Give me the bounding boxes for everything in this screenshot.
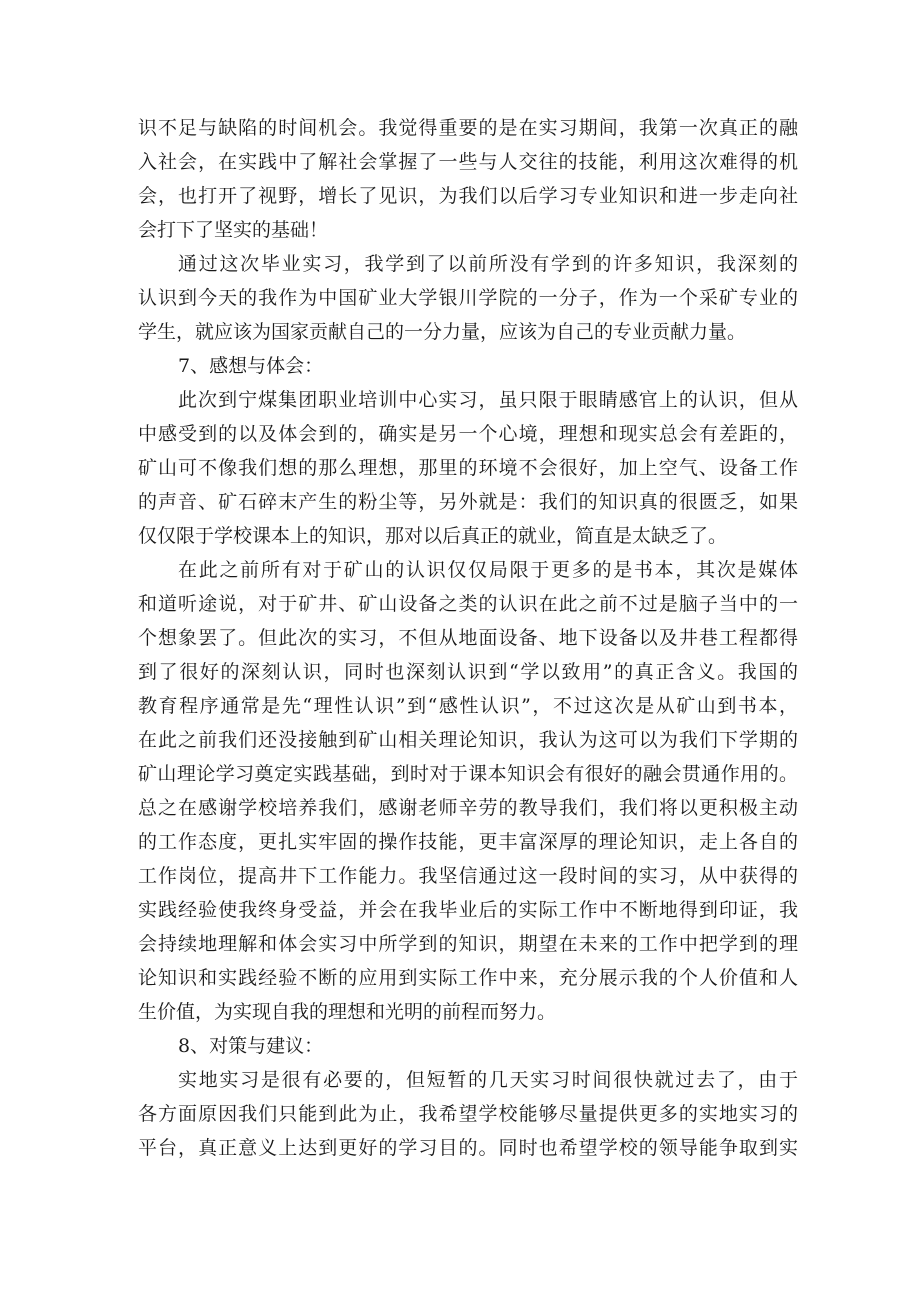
text-line: 认识到今天的我作为中国矿业大学银川学院的一分子，作为一个采矿专业的 xyxy=(138,287,798,309)
text-line: 总之在感谢学校培养我们，感谢老师辛劳的教导我们，我们将以更积极主动 xyxy=(138,797,798,819)
text-line: 矿山理论学习奠定实践基础，到时对于课本知识会有很好的融会贯通作用的。 xyxy=(138,763,798,785)
paragraph-first-line: 在此之前所有对于矿山的认识仅仅局限于更多的是书本，其次是媒体 xyxy=(178,559,798,581)
text-line: 的声音、矿石碎末产生的粉尘等，另外就是：我们的知识真的很匮乏，如果 xyxy=(138,491,798,513)
text-line: 学生，就应该为国家贡献自己的一分力量，应该为自己的专业贡献力量。 xyxy=(138,321,747,343)
text-line: 教育程序通常是先“理性认识”到“感性认识”，不过这次是从矿山到书本， xyxy=(138,695,798,717)
text-line: 会持续地理解和体会实习中所学到的知识，期望在未来的工作中把学到的理 xyxy=(138,933,798,955)
text-line: 仅仅限于学校课本上的知识，那对以后真正的就业，简直是太缺乏了。 xyxy=(138,525,728,547)
text-line: 在此之前我们还没接触到矿山相关理论知识，我认为这可以为我们下学期的 xyxy=(138,729,798,751)
text-line: 论知识和实践经验不断的应用到实际工作中来，充分展示我的个人价值和人 xyxy=(138,967,798,989)
text-line: 生价值，为实现自我的理想和光明的前程而努力。 xyxy=(138,1001,557,1023)
paragraph-first-line: 通过这次毕业实习，我学到了以前所没有学到的许多知识，我深刻的 xyxy=(178,253,798,275)
text-line: 识不足与缺陷的时间机会。我觉得重要的是在实习期间，我第一次真正的融 xyxy=(138,117,798,139)
text-line: 中感受到的以及体会到的，确实是另一个心境，理想和现实总会有差距的， xyxy=(138,423,798,445)
text-line: 会打下了坚实的基础！ xyxy=(138,219,329,241)
text-line: 矿山可不像我们想的那么理想，那里的环境不会很好，加上空气、设备工作 xyxy=(138,457,798,479)
section-heading-8: 8、对策与建议： xyxy=(178,1035,324,1057)
text-line: 工作岗位，提高井下工作能力。我坚信通过这一段时间的实习，从中获得的 xyxy=(138,865,798,887)
text-line: 的工作态度，更扎实牢固的操作技能，更丰富深厚的理论知识，走上各自的 xyxy=(138,831,798,853)
paragraph-first-line: 此次到宁煤集团职业培训中心实习，虽只限于眼睛感官上的认识，但从 xyxy=(178,389,798,411)
text-line: 会，也打开了视野，增长了见识，为我们以后学习专业知识和进一步走向社 xyxy=(138,185,798,207)
text-line: 平台，真正意义上达到更好的学习目的。同时也希望学校的领导能争取到实 xyxy=(138,1137,798,1159)
text-line: 实践经验使我终身受益，并会在我毕业后的实际工作中不断地得到印证，我 xyxy=(138,899,798,921)
text-line: 到了很好的深刻认识，同时也深刻认识到“学以致用”的真正含义。我国的 xyxy=(138,661,798,683)
text-line: 和道听途说，对于矿井、矿山设备之类的认识在此之前不过是脑子当中的一 xyxy=(138,593,798,615)
text-line: 入社会，在实践中了解社会掌握了一些与人交往的技能，利用这次难得的机 xyxy=(138,151,798,173)
text-line: 个想象罢了。但此次的实习，不但从地面设备、地下设备以及井巷工程都得 xyxy=(138,627,798,649)
text-line: 各方面原因我们只能到此为止，我希望学校能够尽量提供更多的实地实习的 xyxy=(138,1103,798,1125)
section-heading-7: 7、感想与体会： xyxy=(178,355,324,377)
paragraph-first-line: 实地实习是很有必要的，但短暂的几天实习时间很快就过去了，由于 xyxy=(178,1069,798,1091)
